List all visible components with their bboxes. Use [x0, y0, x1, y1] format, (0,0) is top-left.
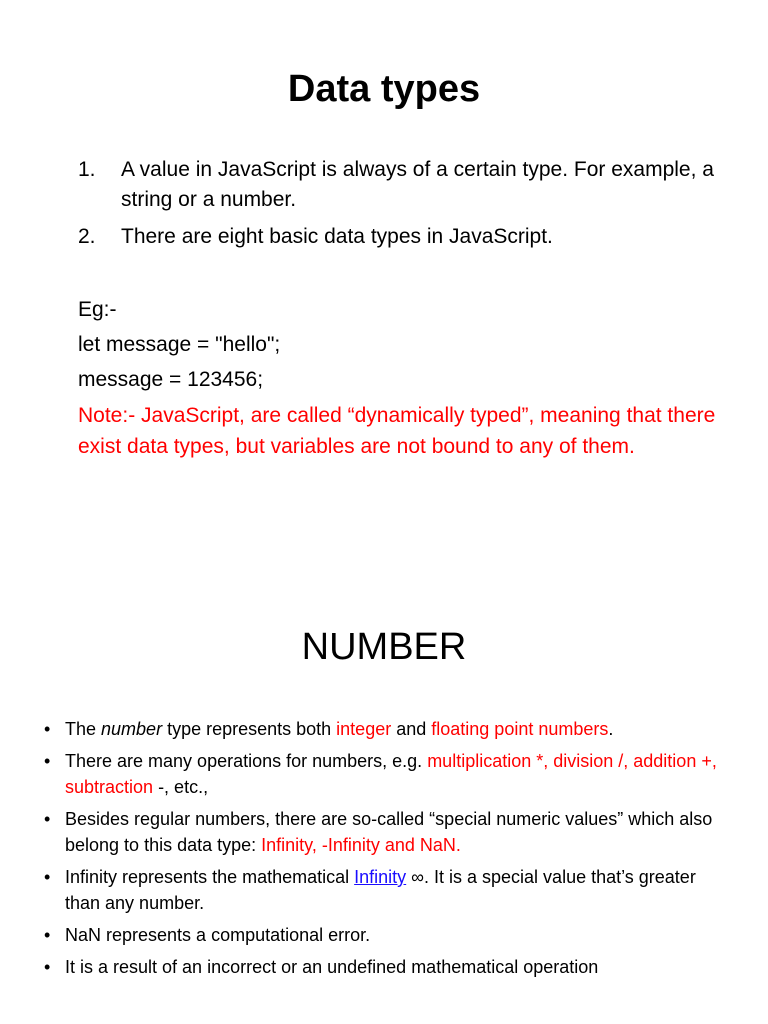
list-item-text: It is a result of an incorrect or an undefined mathematical operation	[65, 957, 599, 977]
slide-title: NUMBER	[301, 626, 467, 668]
list-number: 1.	[78, 158, 96, 181]
infinity-link[interactable]: Infinity	[354, 867, 407, 887]
bullet-icon: •	[44, 751, 51, 771]
note-text: Note:- JavaScript, are called “dynamically typed”, meaning that there exist data types, but variables are not bound to any of them.	[78, 404, 716, 458]
bullet-icon: •	[44, 867, 51, 887]
bullet-icon: •	[44, 925, 51, 945]
slide-number	[0, 512, 768, 1024]
numbered-list	[78, 155, 718, 259]
text-segment: There are many operations for numbers, e.g.	[65, 751, 428, 771]
text-segment: ∞. It is a special value that’s greater than any number.	[65, 867, 696, 913]
text-segment: Besides regular numbers, there are so-called “special numeric values” which also belong to this data type:	[65, 809, 713, 855]
highlight-text: multiplication *, division /, addition +, subtraction	[65, 751, 717, 797]
code-example	[78, 292, 718, 397]
text-segment-italic: number	[101, 719, 163, 739]
list-item	[44, 748, 734, 800]
bullet-icon: •	[44, 809, 51, 829]
bullet-icon: •	[44, 957, 51, 977]
list-item	[78, 222, 718, 252]
list-item	[44, 806, 734, 858]
code-line: let message = "hello";	[78, 333, 281, 356]
highlight-text: floating point numbers	[431, 719, 609, 739]
text-segment: and	[391, 719, 432, 739]
slide-title: Data types	[287, 68, 481, 110]
text-segment: The	[65, 719, 102, 739]
list-item-text: NaN represents a computational error.	[65, 925, 371, 945]
text-segment: type represents both	[162, 719, 337, 739]
list-item	[44, 922, 734, 948]
bullet-icon: •	[44, 719, 51, 739]
code-line: message = 123456;	[78, 368, 264, 391]
list-item	[44, 954, 734, 980]
highlight-text: integer	[336, 719, 392, 739]
example-label: Eg:-	[78, 298, 117, 321]
text-segment: .	[608, 719, 614, 739]
list-number: 2.	[78, 225, 96, 248]
highlight-text: Infinity, -Infinity and NaN.	[261, 835, 461, 855]
list-item	[44, 864, 734, 916]
list-item	[78, 155, 718, 215]
list-item	[44, 716, 734, 742]
list-item-text: A value in JavaScript is always of a certain type. For example, a string or a number.	[121, 158, 714, 211]
text-segment: Infinity represents the mathematical	[65, 867, 355, 887]
list-item-text: There are eight basic data types in JavaScript.	[121, 225, 553, 248]
text-segment: -, etc.,	[153, 777, 209, 797]
bullet-list	[44, 716, 734, 986]
